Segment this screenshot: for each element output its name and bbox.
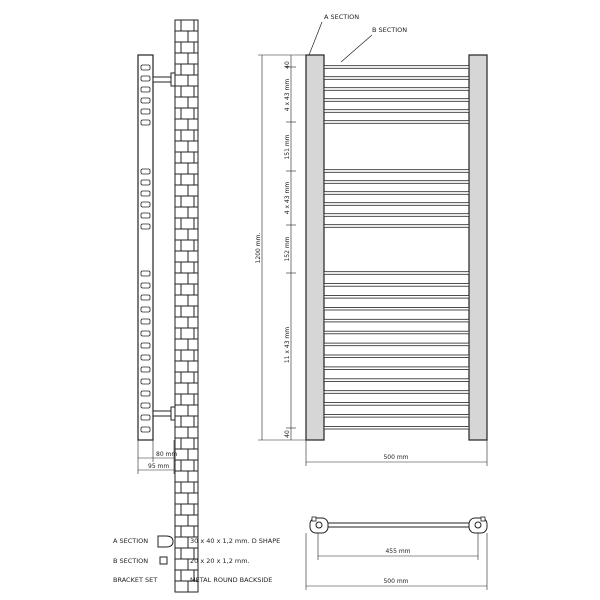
brick <box>175 53 188 64</box>
brick <box>175 240 181 251</box>
horizontal-bar <box>324 272 469 275</box>
bar-slot <box>141 319 150 324</box>
brick <box>181 416 194 427</box>
brick <box>181 218 194 229</box>
horizontal-bar <box>324 415 469 418</box>
horizontal-bar <box>324 355 469 358</box>
vertical-dimension-chain <box>258 55 306 440</box>
right-vertical-collector <box>469 55 487 440</box>
brick <box>181 482 194 493</box>
horizontal-bar <box>324 99 469 102</box>
bar-slot <box>141 427 150 432</box>
horizontal-bar <box>324 110 469 113</box>
legend-key-a: A SECTION <box>113 537 149 545</box>
brick <box>188 383 198 394</box>
bar-slot <box>141 403 150 408</box>
brick <box>194 174 198 185</box>
horizontal-bar <box>324 391 469 394</box>
brick <box>188 493 198 504</box>
brick <box>188 471 198 482</box>
bar-slot <box>141 87 150 92</box>
dim-total-height: 1200 mm. <box>255 232 262 264</box>
horizontal-bar <box>324 331 469 334</box>
brick <box>188 317 198 328</box>
dim-group1: 4 x 43 mm <box>284 78 291 112</box>
brick <box>188 295 198 306</box>
legend-value-a: 30 x 40 x 1,2 mm. D SHAPE <box>190 537 281 545</box>
brick <box>194 460 198 471</box>
brick <box>175 306 181 317</box>
top-wall-bracket <box>153 73 175 86</box>
brick <box>181 504 194 515</box>
brick <box>194 284 198 295</box>
front-width-dimension <box>306 440 487 466</box>
bar-slot <box>141 65 150 70</box>
brick <box>175 427 188 438</box>
brick <box>188 361 198 372</box>
brick <box>188 339 198 350</box>
brick <box>181 174 194 185</box>
brick <box>181 64 194 75</box>
legend-value-b: 20 x 20 x 1,2 mm. <box>190 557 250 565</box>
brick <box>181 526 194 537</box>
top-view-inner-label: 455 mm <box>385 548 411 555</box>
bar-slot <box>141 379 150 384</box>
brick <box>188 273 198 284</box>
brick <box>188 251 198 262</box>
brick <box>175 581 188 592</box>
brick <box>175 218 181 229</box>
b-section-leader <box>341 35 372 62</box>
brick <box>175 339 188 350</box>
brick <box>175 394 181 405</box>
brick <box>181 460 194 471</box>
brick <box>175 152 181 163</box>
brick <box>175 284 181 295</box>
brick <box>175 185 188 196</box>
brick <box>175 559 188 570</box>
dim-gap2: 152 mm <box>284 236 291 262</box>
brick <box>175 31 188 42</box>
brick <box>194 152 198 163</box>
brick <box>181 108 194 119</box>
brick <box>188 185 198 196</box>
legend <box>113 536 280 584</box>
vertical-dimension-texts <box>255 61 291 438</box>
legend-key-b: B SECTION <box>113 557 149 565</box>
bar-slot <box>141 331 150 336</box>
bar-slot <box>141 213 150 218</box>
top-view-right-end <box>469 517 487 533</box>
brick <box>175 361 188 372</box>
brick <box>175 526 181 537</box>
bar-slot <box>141 355 150 360</box>
bar-slot <box>141 169 150 174</box>
a-section-label: A SECTION <box>324 13 360 21</box>
brick <box>194 108 198 119</box>
brick <box>194 526 198 537</box>
brick <box>175 548 181 559</box>
brick <box>181 438 194 449</box>
bar-slot <box>141 367 150 372</box>
brick <box>194 130 198 141</box>
horizontal-bars <box>324 66 469 429</box>
brick <box>194 240 198 251</box>
horizontal-bar <box>324 426 469 429</box>
brick-wall <box>175 20 198 592</box>
left-vertical-collector <box>306 55 324 440</box>
brick <box>175 350 181 361</box>
brick <box>194 306 198 317</box>
bar-slot <box>141 191 150 196</box>
brick <box>181 372 194 383</box>
brick <box>194 416 198 427</box>
front-view <box>255 13 487 466</box>
bar-slot <box>141 391 150 396</box>
brick <box>175 163 188 174</box>
brick <box>175 372 181 383</box>
horizontal-bar <box>324 319 469 322</box>
bar-slot <box>141 415 150 420</box>
brick <box>175 97 188 108</box>
brick <box>194 64 198 75</box>
brick <box>194 42 198 53</box>
brick <box>181 350 194 361</box>
brick <box>181 86 194 97</box>
horizontal-bar <box>324 343 469 346</box>
a-section-leader <box>309 22 322 55</box>
brick <box>194 394 198 405</box>
horizontal-bar <box>324 284 469 287</box>
brick <box>175 460 181 471</box>
bar-slot <box>141 180 150 185</box>
top-view-outer-label: 500 mm <box>383 578 409 585</box>
brick <box>175 438 181 449</box>
brick <box>188 75 198 86</box>
legend-value-bracket: METAL ROUND BACKSIDE <box>190 576 273 584</box>
brick <box>175 405 188 416</box>
brick <box>175 570 181 581</box>
bar-slot <box>141 109 150 114</box>
horizontal-bar <box>324 203 469 206</box>
horizontal-bar <box>324 296 469 299</box>
brick <box>188 207 198 218</box>
brick <box>175 504 181 515</box>
depth-80-label: 80 mm <box>156 451 178 458</box>
dim-group3: 11 x 43 mm <box>284 326 291 364</box>
horizontal-bar <box>324 367 469 370</box>
bar-slot <box>141 343 150 348</box>
brick <box>181 20 194 31</box>
brick <box>188 119 198 130</box>
brick <box>181 240 194 251</box>
brick <box>175 273 188 284</box>
dim-top-40: 40 <box>284 61 291 69</box>
brick <box>194 262 198 273</box>
brick <box>188 405 198 416</box>
brick <box>175 482 181 493</box>
brick <box>181 152 194 163</box>
square-section-icon <box>160 557 167 564</box>
horizontal-bar <box>324 225 469 228</box>
brick <box>194 372 198 383</box>
brick <box>188 229 198 240</box>
brick <box>188 97 198 108</box>
top-view-bar <box>318 523 478 527</box>
brick <box>181 306 194 317</box>
top-view <box>306 517 487 590</box>
brick <box>175 328 181 339</box>
brick <box>175 537 188 548</box>
legend-key-bracket: BRACKET SET <box>113 576 158 584</box>
bar-slot <box>141 283 150 288</box>
brick <box>181 262 194 273</box>
horizontal-bar <box>324 66 469 69</box>
brick <box>175 493 188 504</box>
brick <box>175 42 181 53</box>
brick <box>194 218 198 229</box>
dim-gap1: 151 mm <box>284 134 291 160</box>
brick <box>175 295 188 306</box>
bottom-wall-bracket <box>153 407 175 420</box>
brick <box>188 515 198 526</box>
horizontal-bar <box>324 181 469 184</box>
brick <box>175 207 188 218</box>
brick <box>188 141 198 152</box>
bar-slot <box>141 307 150 312</box>
brick <box>181 328 194 339</box>
brick <box>175 416 181 427</box>
bar-slot <box>141 224 150 229</box>
brick <box>194 86 198 97</box>
brick <box>175 262 181 273</box>
brick <box>175 64 181 75</box>
horizontal-bar <box>324 77 469 80</box>
brick <box>188 53 198 64</box>
depth-95-label: 95 mm <box>148 463 170 470</box>
front-width-label: 500 mm <box>383 454 409 461</box>
brick <box>194 482 198 493</box>
top-view-left-end <box>310 517 328 533</box>
bar-slot <box>141 98 150 103</box>
horizontal-bar <box>324 192 469 195</box>
brick <box>181 130 194 141</box>
brick <box>194 20 198 31</box>
brick <box>175 317 188 328</box>
brick <box>175 383 188 394</box>
dim-bottom-40: 40 <box>284 430 291 438</box>
brick <box>175 196 181 207</box>
brick <box>175 141 188 152</box>
dim-group2: 4 x 43 mm <box>284 181 291 215</box>
brick <box>188 163 198 174</box>
horizontal-bar <box>324 214 469 217</box>
brick <box>175 75 188 86</box>
horizontal-bar <box>324 170 469 173</box>
brick <box>194 196 198 207</box>
brick <box>175 174 181 185</box>
horizontal-bar <box>324 379 469 382</box>
b-section-label: B SECTION <box>372 26 408 34</box>
brick <box>188 427 198 438</box>
brick <box>175 130 181 141</box>
brick <box>188 449 198 460</box>
brick <box>175 119 188 130</box>
brick <box>175 20 181 31</box>
brick <box>194 438 198 449</box>
brick <box>181 284 194 295</box>
horizontal-bar <box>324 88 469 91</box>
brick <box>175 229 188 240</box>
horizontal-bar <box>324 307 469 310</box>
horizontal-bar <box>324 403 469 406</box>
brick <box>175 108 181 119</box>
bar-slot <box>141 202 150 207</box>
brick <box>175 86 181 97</box>
bar-slot <box>141 295 150 300</box>
brick <box>194 328 198 339</box>
bar-slot <box>141 120 150 125</box>
brick <box>175 515 188 526</box>
d-shape-icon <box>158 536 173 547</box>
brick <box>181 196 194 207</box>
horizontal-bar <box>324 121 469 124</box>
brick <box>194 350 198 361</box>
brick <box>175 471 188 482</box>
bar-slot <box>141 271 150 276</box>
brick <box>175 251 188 262</box>
brick <box>188 31 198 42</box>
brick <box>181 394 194 405</box>
bar-slot <box>141 76 150 81</box>
brick <box>194 504 198 515</box>
brick <box>181 42 194 53</box>
side-view <box>138 20 198 592</box>
